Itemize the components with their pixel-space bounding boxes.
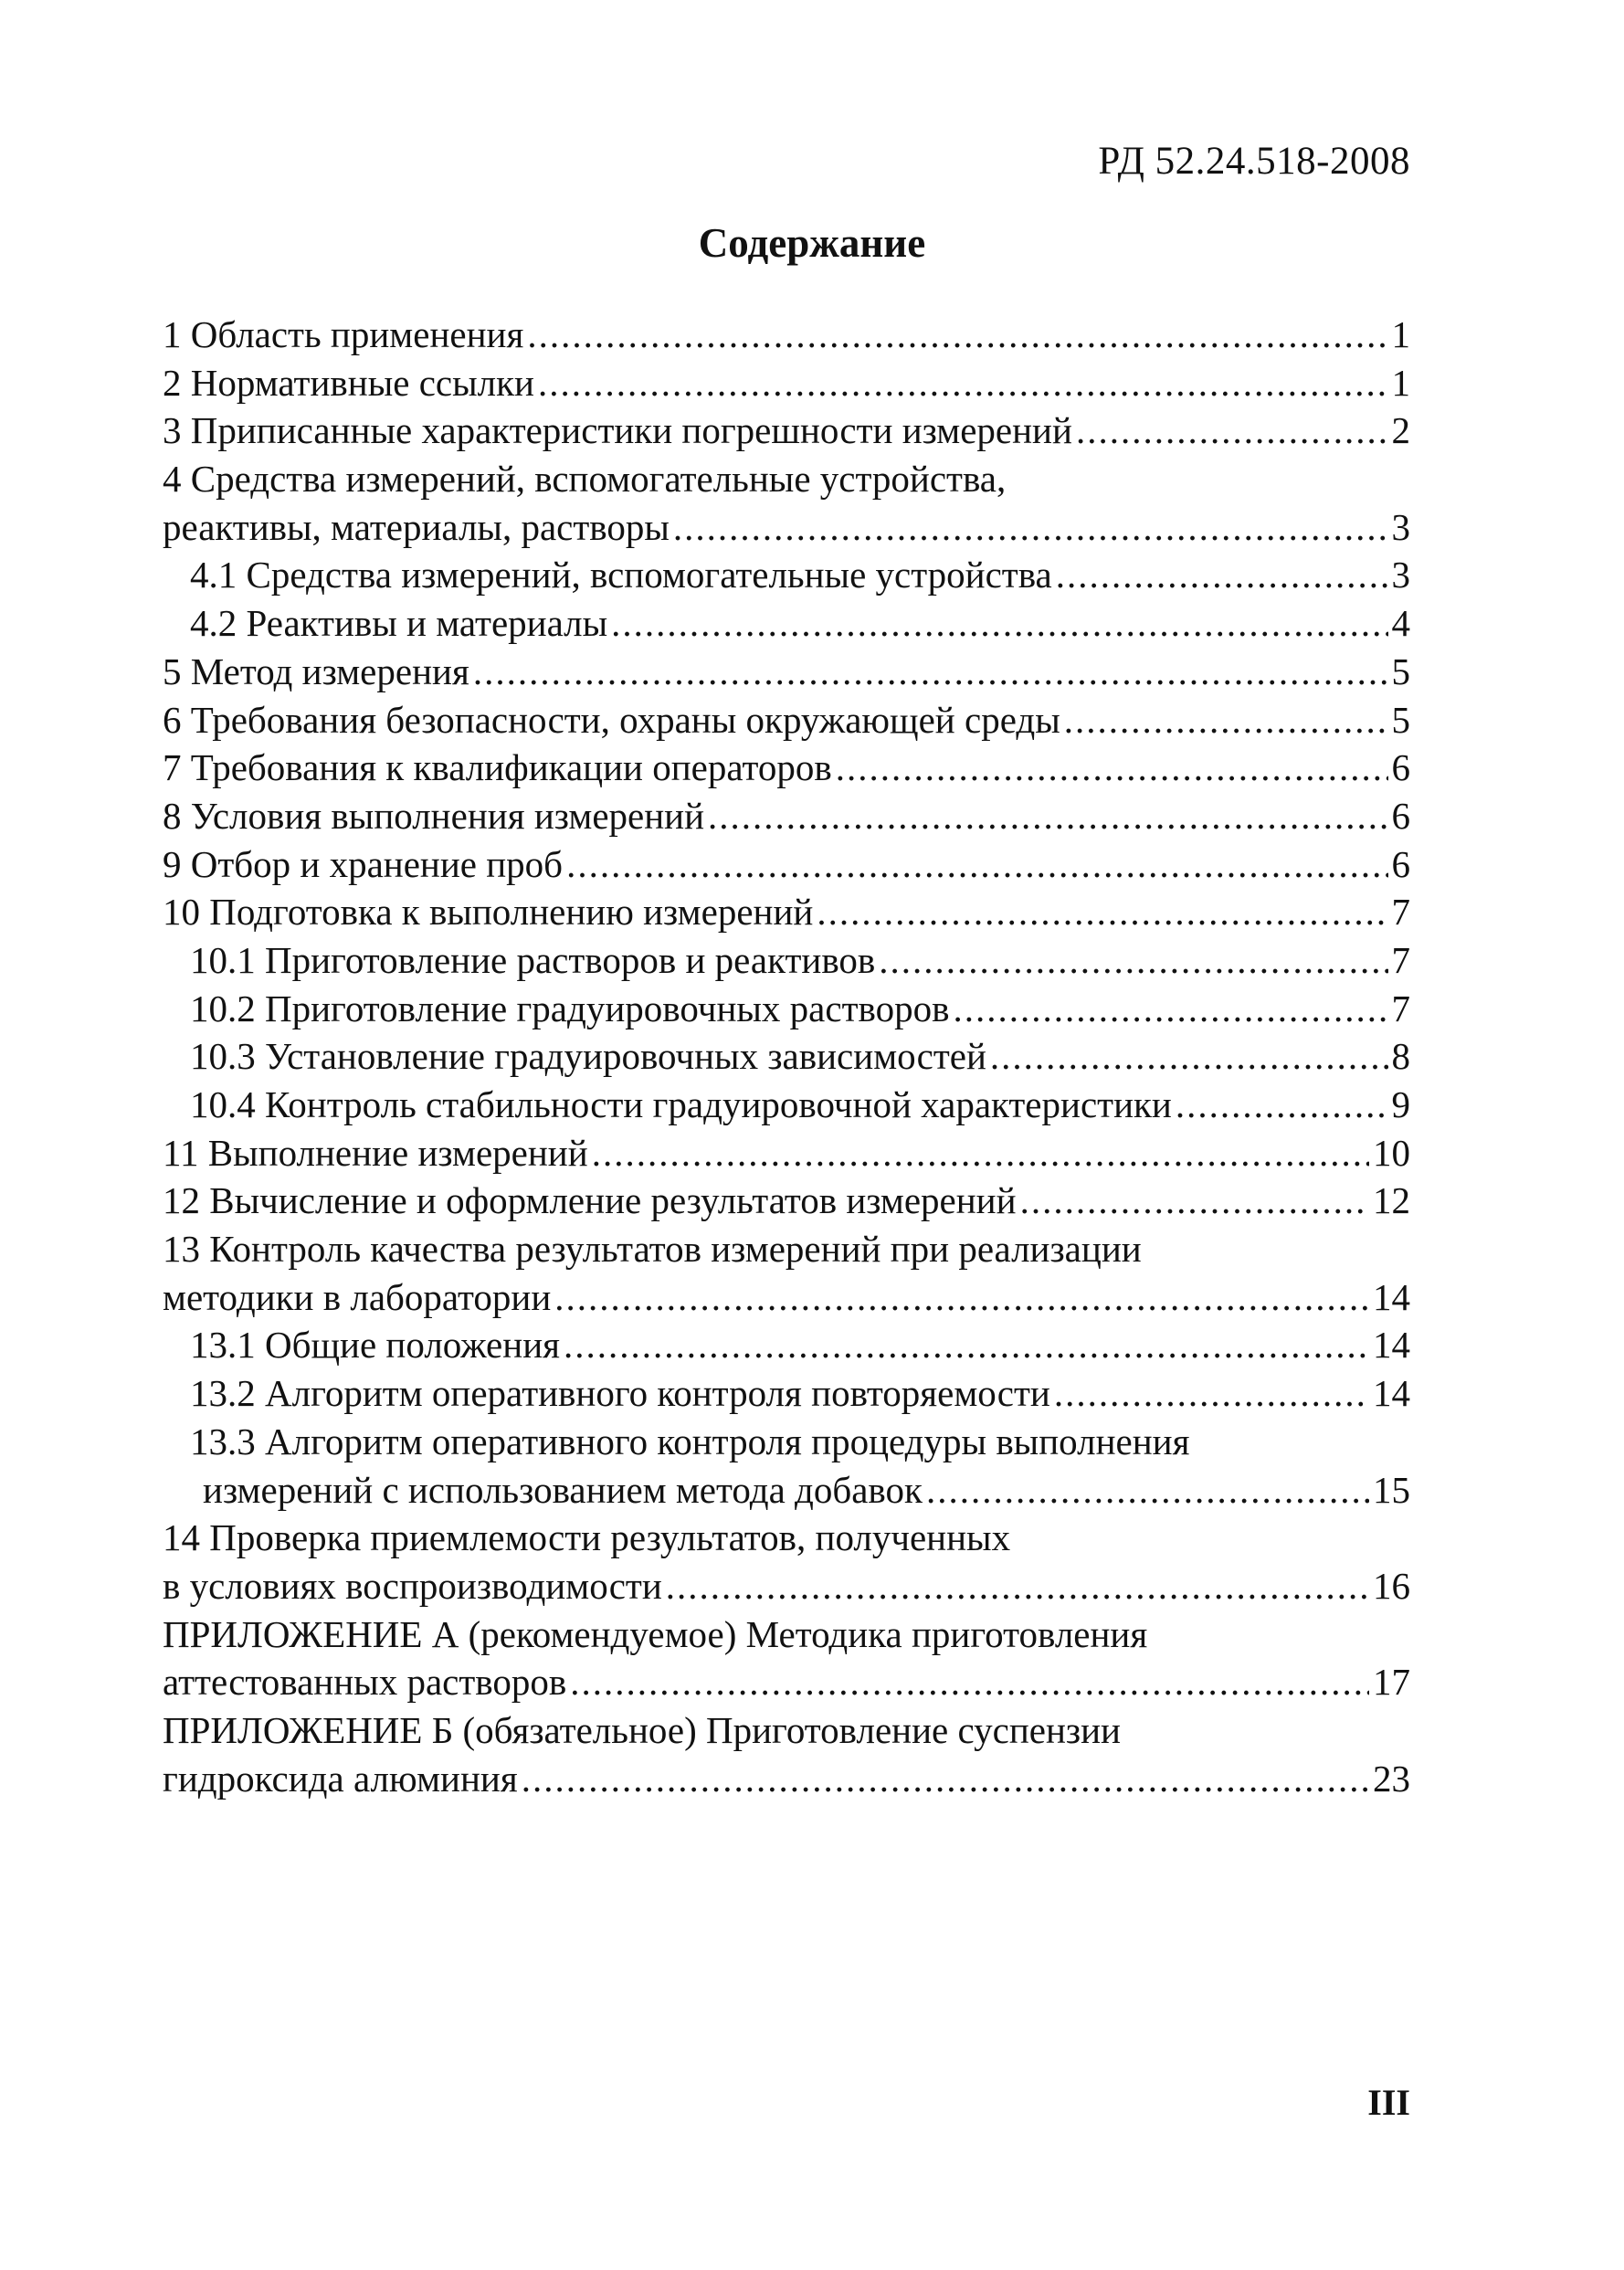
dot-leader [1064, 696, 1388, 744]
dot-leader [926, 1466, 1369, 1515]
toc-entry-page: 7 [1391, 987, 1410, 1029]
toc-entry-page: 14 [1373, 1372, 1410, 1415]
toc-entry-label: 8 Условия выполнения измерений [163, 794, 705, 837]
toc-entry[interactable] [163, 985, 1410, 1033]
toc-entry[interactable] [163, 455, 1410, 551]
toc-entry[interactable] [163, 1418, 1410, 1514]
toc-entry[interactable] [163, 1514, 1410, 1610]
toc-entry[interactable] [163, 1321, 1410, 1369]
toc-entry-page: 15 [1373, 1468, 1410, 1511]
toc-entry[interactable] [163, 406, 1410, 455]
dot-leader [1176, 1081, 1388, 1129]
toc-entry-label: 9 Отбор и хранение проб [163, 842, 564, 885]
dot-leader [564, 1321, 1369, 1369]
toc-entry-label: 10.1 Приготовление растворов и реактивов [190, 938, 876, 981]
page-number: III [1367, 2082, 1410, 2123]
toc-title: Содержание [698, 220, 926, 266]
toc-entry-page: 10 [1373, 1131, 1410, 1174]
toc-entry-page: 3 [1391, 505, 1410, 548]
toc-entry[interactable] [163, 1081, 1410, 1129]
toc-entry-label: ПРИЛОЖЕНИЕ Б (обязательное) Приготовление суспензии [163, 1708, 1122, 1751]
dot-leader [566, 840, 1387, 889]
toc-entry-page: 7 [1391, 938, 1410, 981]
toc-entry[interactable] [163, 359, 1410, 407]
toc-entry-label: 13.3 Алгоритм оперативного контроля процедуры выполнения [190, 1420, 1190, 1462]
document-code: РД 52.24.518-2008 [1098, 140, 1410, 183]
toc-entry-page: 5 [1391, 698, 1410, 741]
toc-entry-page: 14 [1373, 1275, 1410, 1318]
toc-entry-page: 5 [1391, 649, 1410, 692]
toc-entry-label: аттестованных растворов [163, 1661, 567, 1704]
toc-entry-label: методики в лаборатории [163, 1275, 552, 1318]
toc-entry[interactable] [163, 1225, 1410, 1321]
toc-entry-label: измерений с использованием метода добавок [203, 1468, 923, 1511]
toc-entry-label: 7 Требования к квалификации операторов [163, 746, 832, 789]
dot-leader [570, 1658, 1369, 1706]
toc-entry[interactable] [163, 840, 1410, 889]
toc-entry-page: 4 [1391, 602, 1410, 645]
toc-entry-page: 16 [1373, 1564, 1410, 1607]
toc-entry-label: в условиях воспроизводимости [163, 1564, 662, 1607]
dot-leader [879, 936, 1387, 985]
toc-entry-label: гидроксида алюминия [163, 1757, 518, 1800]
dot-leader [836, 744, 1388, 792]
toc-entry-label: 14 Проверка приемлемости результатов, полученных [163, 1516, 1011, 1559]
toc-entry-page: 9 [1391, 1083, 1410, 1125]
toc-entry-label: 10.2 Приготовление градуировочных растворов [190, 987, 950, 1029]
toc-entry-page: 6 [1391, 842, 1410, 885]
dot-leader [817, 888, 1387, 936]
dot-leader [673, 503, 1388, 552]
toc-entry-label: 4.2 Реактивы и материалы [190, 602, 608, 645]
table-of-contents [163, 311, 1410, 1802]
dot-leader [527, 311, 1387, 359]
toc-entry-page: 23 [1373, 1757, 1410, 1800]
toc-entry[interactable] [163, 551, 1410, 599]
dot-leader [592, 1129, 1369, 1177]
toc-entry-label: 3 Приписанные характеристики погрешности измерений [163, 409, 1072, 452]
toc-entry-page: 2 [1391, 409, 1410, 452]
toc-entry-page: 6 [1391, 746, 1410, 789]
toc-entry-label: 6 Требования безопасности, охраны окружающей среды [163, 698, 1060, 741]
toc-entry-page: 14 [1373, 1324, 1410, 1367]
toc-entry[interactable] [163, 1369, 1410, 1418]
dot-leader [522, 1755, 1369, 1803]
toc-entry[interactable] [163, 1706, 1410, 1802]
toc-entry[interactable] [163, 1610, 1410, 1706]
toc-entry-label: 2 Нормативные ссылки [163, 361, 534, 404]
toc-entry[interactable] [163, 888, 1410, 936]
dot-leader [990, 1032, 1388, 1081]
dot-leader [708, 792, 1387, 840]
toc-entry-page: 6 [1391, 794, 1410, 837]
toc-entry-page: 7 [1391, 891, 1410, 934]
toc-entry[interactable] [163, 1129, 1410, 1177]
toc-entry-label: 13.1 Общие положения [190, 1324, 560, 1367]
toc-entry-label: ПРИЛОЖЕНИЕ А (рекомендуемое) Методика приготовления [163, 1612, 1148, 1655]
toc-entry-page: 8 [1391, 1035, 1410, 1078]
toc-entry[interactable] [163, 744, 1410, 792]
toc-entry-page: 1 [1391, 361, 1410, 404]
toc-entry-label: 11 Выполнение измерений [163, 1131, 588, 1174]
dot-leader [611, 599, 1387, 648]
toc-entry[interactable] [163, 936, 1410, 985]
toc-entry[interactable] [163, 648, 1410, 696]
toc-entry[interactable] [163, 792, 1410, 840]
toc-entry-page: 12 [1373, 1179, 1410, 1222]
toc-entry-label: 1 Область применения [163, 313, 524, 355]
dot-leader [473, 648, 1388, 696]
toc-entry-page: 1 [1391, 313, 1410, 355]
dot-leader [554, 1273, 1369, 1322]
toc-entry-label: 4 Средства измерений, вспомогательные устройства, [163, 458, 1007, 501]
toc-entry-page: 3 [1391, 554, 1410, 597]
toc-entry[interactable] [163, 1032, 1410, 1081]
dot-leader [666, 1562, 1369, 1610]
toc-entry[interactable] [163, 599, 1410, 648]
dot-leader [538, 359, 1388, 407]
toc-entry-label: 12 Вычисление и оформление результатов измерений [163, 1179, 1017, 1222]
dot-leader [1020, 1177, 1369, 1225]
toc-entry-page: 17 [1373, 1661, 1410, 1704]
toc-entry-label: 13.2 Алгоритм оперативного контроля повторяемости [190, 1372, 1050, 1415]
toc-entry[interactable] [163, 696, 1410, 744]
dot-leader [953, 985, 1387, 1033]
toc-entry[interactable] [163, 311, 1410, 359]
toc-entry-label: 4.1 Средства измерений, вспомогательные устройства [190, 554, 1052, 597]
toc-entry-label: 10 Подготовка к выполнению измерений [163, 891, 814, 934]
toc-entry-label: 10.4 Контроль стабильности градуировочной характеристики [190, 1083, 1172, 1125]
toc-entry-label: реактивы, материалы, растворы [163, 505, 670, 548]
dot-leader [1076, 406, 1388, 455]
toc-entry-label: 13 Контроль качества результатов измерений при реализации [163, 1228, 1142, 1271]
toc-entry-label: 10.3 Установление градуировочных зависимостей [190, 1035, 986, 1078]
toc-entry[interactable] [163, 1177, 1410, 1225]
toc-entry-label: 5 Метод измерения [163, 649, 469, 692]
dot-leader [1054, 1369, 1369, 1418]
dot-leader [1056, 551, 1388, 599]
